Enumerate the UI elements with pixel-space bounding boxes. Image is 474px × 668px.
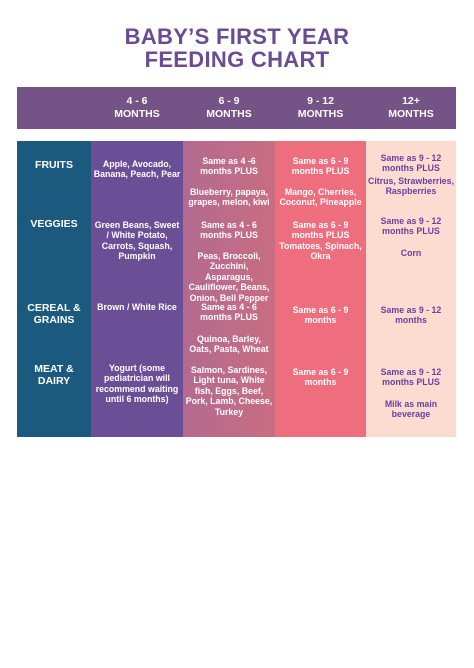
row-label-fruits: FRUITS bbox=[35, 159, 73, 171]
fruits-9-12-same-as: Same as 6 - 9 months PLUS bbox=[291, 156, 350, 177]
column-6-9-months bbox=[183, 141, 275, 437]
veggies-12-plus-foods: Corn bbox=[400, 248, 422, 258]
meat-6-9-foods: Salmon, Sardines, Light tuna, White fish, Eggs, Beef, Pork, Lamb, Cheese, Turkey bbox=[185, 365, 273, 417]
cereal-6-9-same-as: Same as 4 - 6 months PLUS bbox=[200, 302, 258, 323]
row-label-cereal-grains: CEREAL & GRAINS bbox=[27, 302, 81, 326]
header-12-plus-months: 12+ MONTHS bbox=[388, 95, 434, 120]
header-4-6-months: 4 - 6 MONTHS bbox=[114, 95, 160, 120]
header-bar bbox=[17, 87, 456, 129]
fruits-6-9-same-as: Same as 4 -6 months PLUS bbox=[200, 156, 258, 177]
meat-12-plus-same-as: Same as 9 - 12 months PLUS bbox=[380, 367, 442, 388]
row-label-meat-dairy: MEAT & DAIRY bbox=[34, 363, 74, 387]
header-9-12-months: 9 - 12 MONTHS bbox=[297, 95, 344, 120]
veggies-12-plus-same-as: Same as 9 - 12 months PLUS bbox=[380, 216, 442, 237]
column-4-6-months bbox=[91, 141, 183, 437]
meat-9-12-same-as: Same as 6 - 9 months bbox=[292, 367, 349, 388]
veggies-9-12-foods: Tomatoes, Spinach, Okra bbox=[279, 241, 362, 262]
cereal-12-plus-same-as: Same as 9 - 12 months bbox=[380, 305, 442, 326]
cereal-9-12-same-as: Same as 6 - 9 months bbox=[292, 305, 349, 326]
column-9-12-months bbox=[275, 141, 366, 437]
meat-12-plus-foods: Milk as main beverage bbox=[384, 399, 438, 420]
chart-title-line2: FEEDING CHART bbox=[144, 47, 330, 72]
meat-4-6-cell: Yogurt (some pediatrician will recommend waiting until 6 months) bbox=[95, 363, 179, 405]
veggies-6-9-foods: Peas, Broccoli, Zucchini, Asparagus, Cauliflower, Beans, Onion, Bell Pepper bbox=[188, 251, 270, 303]
header-6-9-months: 6 - 9 MONTHS bbox=[206, 95, 252, 120]
veggies-4-6-cell: Green Beans, Sweet / White Potato, Carrots, Squash, Pumpkin bbox=[94, 220, 180, 262]
column-12-plus-months bbox=[366, 141, 456, 437]
veggies-9-12-same-as: Same as 6 - 9 months PLUS bbox=[291, 220, 350, 241]
fruits-4-6-cell: Apple, Avocado, Banana, Peach, Pear bbox=[93, 159, 181, 180]
category-column bbox=[17, 141, 91, 437]
chart-title-line1: BABY’S FIRST YEAR bbox=[124, 24, 350, 49]
fruits-12-plus-foods: Citrus, Strawberries, Raspberries bbox=[367, 176, 455, 197]
fruits-12-plus-same-as: Same as 9 - 12 months PLUS bbox=[380, 153, 442, 174]
fruits-9-12-foods: Mango, Cherries, Coconut, Pineapple bbox=[279, 187, 362, 208]
row-label-veggies: VEGGIES bbox=[30, 218, 78, 230]
fruits-6-9-foods: Blueberry, papaya, grapes, melon, kiwi bbox=[188, 187, 270, 208]
cereal-4-6-cell: Brown / White Rice bbox=[97, 302, 177, 312]
veggies-6-9-same-as: Same as 4 - 6 months PLUS bbox=[200, 220, 258, 241]
cereal-6-9-foods: Quinoa, Barley, Oats, Pasta, Wheat bbox=[189, 334, 269, 355]
